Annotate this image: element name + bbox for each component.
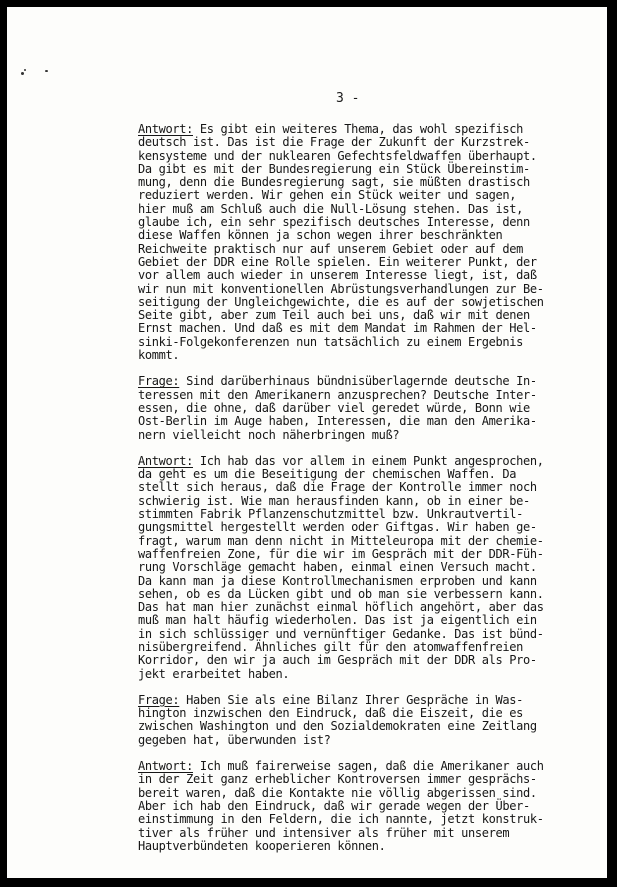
scan-speck [45, 70, 48, 72]
question-paragraph [138, 694, 558, 747]
line-text: Ich muß fairerweise sagen, daß die Amerikaner auch [193, 759, 544, 774]
answer-paragraph [138, 123, 558, 362]
text-line: Hauptverbündeten kooperieren können. [138, 838, 386, 853]
text-line: hier muß am Schluß auch die Null-Lösung stehen. Das ist, [138, 201, 523, 216]
text-line: kommt. [138, 348, 180, 363]
text-line: Gebiet der DDR eine Rolle spielen. Ein weiterer Punkt, der [138, 254, 537, 269]
text-line: schwierig ist. Wie man herausfinden kann, ob in einer be- [138, 493, 530, 508]
line-text: Sind darüberhinaus bündnisüberlagernde deutsche In- [179, 374, 537, 389]
text-line: sinki-Folgekonferenzen nun tatsächlich zu einem Ergebnis [138, 334, 523, 349]
text-line: stimmten Fabrik Pflanzenschutzmittel bzw. Unkrautvertil- [138, 507, 523, 522]
text-line: Aber ich hab den Eindruck, daß wir gerade wegen der Über- [138, 798, 530, 813]
text-line: nisübergreifend. Ähnliches gilt für den atomwaffenfreien [138, 639, 523, 654]
line-text: Haben Sie als eine Bilanz Ihrer Gespräche in Was- [179, 692, 523, 707]
speaker-label: Antwort: [138, 122, 193, 136]
text-line: gegeben hat, überwunden ist? [138, 732, 331, 747]
text-line: da geht es um die Beseitigung der chemischen Waffen. Da [138, 467, 517, 482]
document-page [7, 7, 607, 878]
page-number: 3 - [336, 91, 360, 106]
speaker-label: Frage: [138, 374, 180, 389]
text-line: Da kann man ja diese Kontrollmechanismen erproben und kann [138, 573, 537, 588]
text-line: teressen mit den Amerikanern anzusprechen? Deutsche Inter- [138, 387, 537, 402]
text-line: Seite gibt, aber zum Teil auch bei uns, daß wir mit denen [138, 308, 530, 323]
text-line [138, 760, 558, 773]
speaker-label: Frage: [138, 692, 180, 707]
scan-speck [21, 72, 24, 75]
text-line: fragt, warum man denn nicht in Mitteleuropa mit der chemie- [138, 533, 544, 548]
line-text: Ich hab das vor allem in einem Punkt angesprochen, [193, 453, 544, 468]
interview-text [138, 123, 558, 866]
text-line: Ernst machen. Und daß es mit dem Mandat im Rahmen der Hel- [138, 321, 537, 336]
text-line: rung Vorschläge gemacht haben, einmal einen Versuch macht. [138, 560, 537, 575]
answer-paragraph [138, 760, 558, 853]
answer-paragraph [138, 455, 558, 681]
text-line: mung, denn die Bundesregierung sagt, sie müßten drastisch [138, 175, 530, 190]
text-line: Ost-Berlin im Auge haben, Interessen, die man den Amerika- [138, 414, 537, 429]
text-line: vor allem auch wieder in unserem Interesse liegt, ist, daß [138, 268, 537, 283]
text-line: diese Waffen können ja schon wegen ihrer beschränkten [138, 228, 503, 243]
text-line: glaube ich, ein sehr spezifisch deutsches Interesse, denn [138, 215, 530, 230]
text-line: waffenfreien Zone, für die wir im Gespräch mit der DDR-Füh- [138, 546, 544, 561]
text-line: tiver als früher und intensiver als früher mit unserem [138, 825, 510, 840]
text-line: deutsch ist. Das ist die Frage der Zukunft der Kurzstrek- [138, 135, 530, 150]
text-line [138, 455, 558, 468]
text-line: nern vielleicht noch näherbringen muß? [138, 427, 400, 442]
text-line: einstimmung in den Feldern, die ich nannte, jetzt konstruk- [138, 812, 544, 827]
text-line: Korridor, den wir ja auch im Gespräch mit der DDR als Pro- [138, 653, 537, 668]
scan-speck [24, 69, 26, 71]
text-line: sehen, ob es da Lücken gibt und ob man sie verbessern kann. [138, 586, 544, 601]
text-line: wir nun mit konventionellen Abrüstungsverhandlungen zur Be- [138, 281, 544, 296]
text-line [138, 123, 558, 136]
text-line: kensysteme und der nuklearen Gefechtsfeldwaffen überhaupt. [138, 148, 537, 163]
speaker-label: Antwort: [138, 453, 193, 468]
text-line: hington inzwischen den Eindruck, daß die Eiszeit, die es [138, 706, 523, 721]
text-line: Da gibt es mit der Bundesregierung ein Stück Übereinstim- [138, 161, 530, 176]
text-line: essen, die ohne, daß darüber viel geredet würde, Bonn wie [138, 400, 530, 415]
text-line: gungsmittel hergestellt werden oder Giftgas. Wir haben ge- [138, 520, 537, 535]
text-line: seitigung der Ungleichgewichte, die es auf der sowjetischen [138, 294, 544, 309]
speaker-label: Antwort: [138, 759, 193, 774]
text-line: Das hat man hier zunächst einmal höflich angehört, aber das [138, 600, 544, 615]
text-line: stellt sich heraus, daß die Frage der Kontrolle immer noch [138, 480, 537, 495]
text-line [138, 694, 558, 707]
text-line: muß man halt häufig wiederholen. Das ist ja eigentlich ein [138, 613, 537, 628]
text-line: reduziert werden. Wir gehen ein Stück weiter und sagen, [138, 188, 517, 203]
text-line: bereit waren, daß die Kontakte nie völlig abgerissen sind. [138, 785, 537, 800]
text-line: jekt erarbeitet haben. [138, 666, 290, 681]
text-line: zwischen Washington und den Sozialdemokraten eine Zeitlang [138, 719, 537, 734]
text-line [138, 375, 558, 388]
text-line: in der Zeit ganz erheblicher Kontroversen immer gesprächs- [138, 772, 537, 787]
line-text: Es gibt ein weiteres Thema, das wohl spezifisch [193, 122, 523, 136]
text-line: in sich schlüssiger und vernünftiger Gedanke. Das ist bünd- [138, 626, 544, 641]
text-line: Reichweite praktisch nur auf unserem Gebiet oder auf dem [138, 241, 523, 256]
question-paragraph [138, 375, 558, 441]
